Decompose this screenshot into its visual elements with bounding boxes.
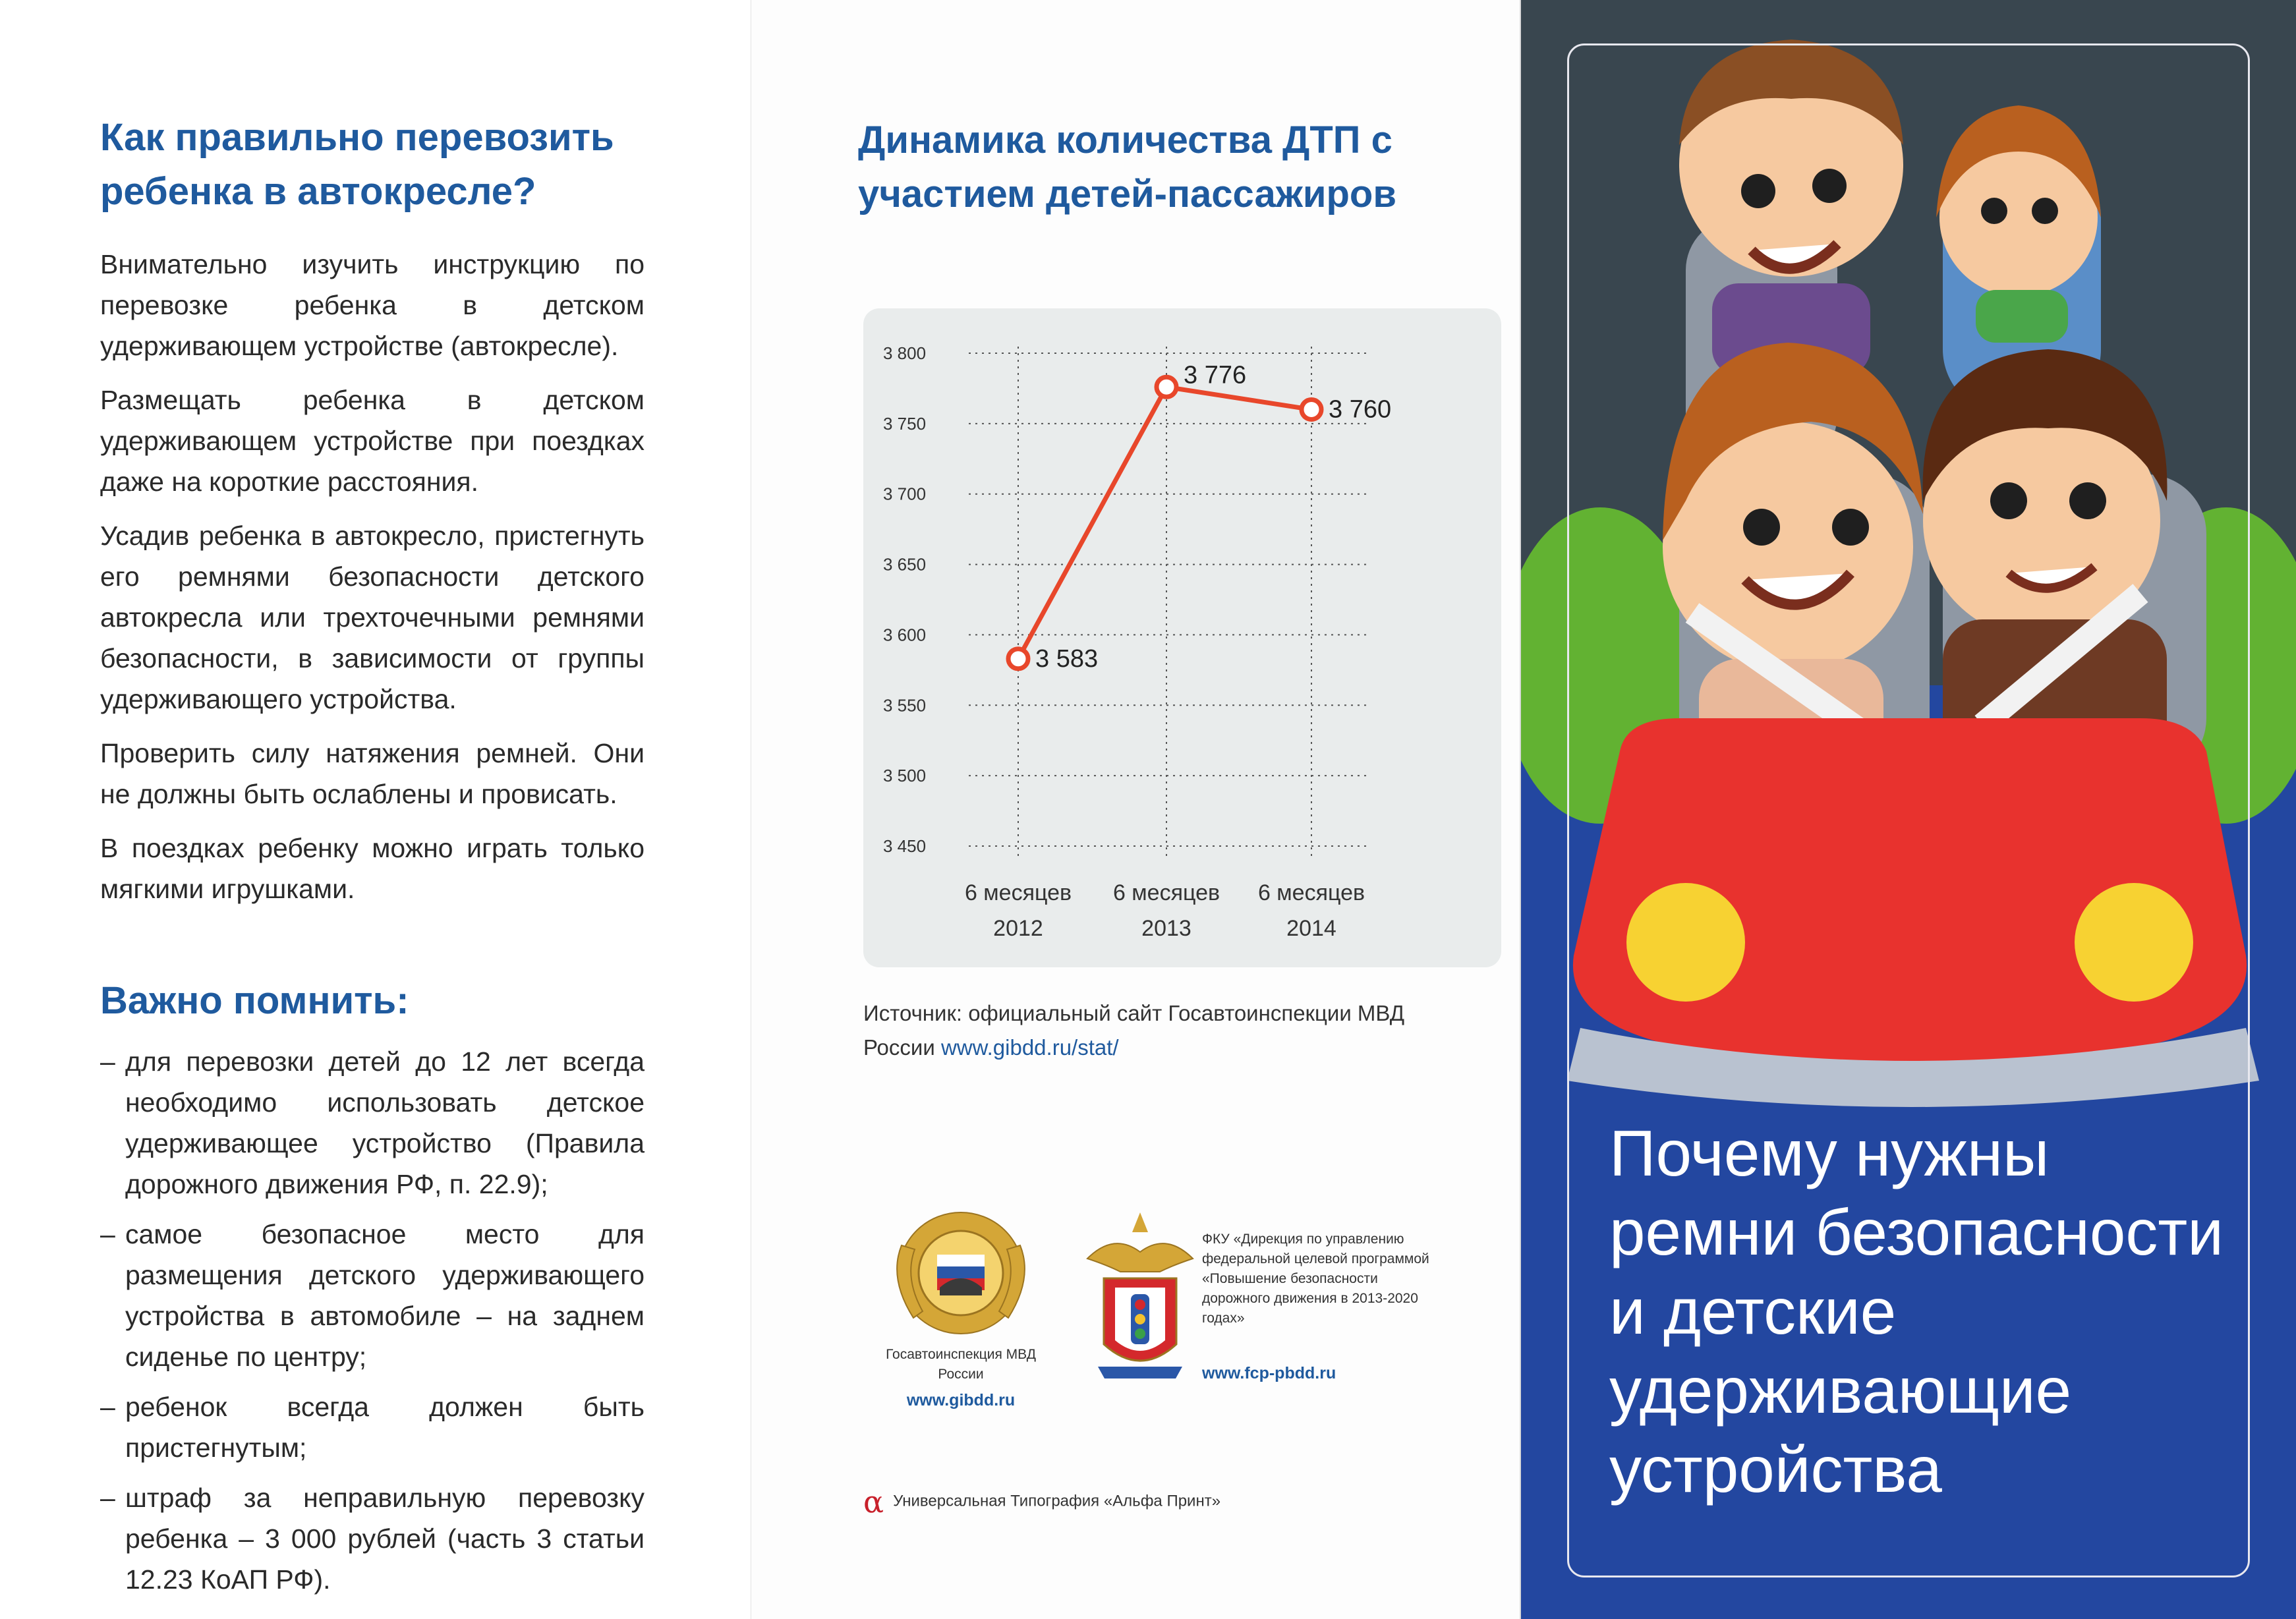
series-line (1018, 387, 1311, 658)
cover-title: Почему нужны ремни безопасности и детские удерживающие устройства (1609, 1117, 2224, 1506)
y-tick-label: 3 800 (883, 343, 927, 363)
fcp-link[interactable]: www.fcp-pbdd.ru (1202, 1364, 1336, 1382)
source-link[interactable]: www.gibdd.ru/stat/ (940, 1035, 1119, 1060)
data-point (1157, 377, 1176, 397)
y-tick-label: 3 600 (883, 625, 927, 645)
y-tick-label: 3 750 (883, 413, 927, 434)
list-item-text: штраф за неправильную перевозку ребенка – 3 000 рублей (часть 3 статьи 12.23 КоАП РФ). (125, 1483, 645, 1595)
paragraph: Проверить силу натяжения ремней. Они не должны быть ослаблены и провисать. (100, 738, 645, 809)
source-text: Источник: официальный сайт Госавтоинспекции МВД России (863, 1001, 1405, 1060)
list-item (100, 1214, 645, 1377)
dash-marker: – (100, 1483, 115, 1513)
list-item (100, 1041, 645, 1205)
list-item (100, 1386, 645, 1468)
paragraph: Размещать ребенка в детском удерживающем устройстве при поездках даже на короткие расстояния. (100, 385, 645, 497)
panel-left (0, 0, 751, 1619)
paragraph: Внимательно изучить инструкцию по перевозке ребенка в детском удерживающем устройстве (автокресле). (100, 249, 645, 361)
gibdd-emblem-block (862, 1206, 1060, 1410)
line-chart (863, 308, 1501, 967)
data-label: 3 776 (1184, 361, 1247, 389)
section-title-remember: Важно помнить: (100, 979, 409, 1022)
emblem-caption: Госавтоинспекция МВД России (886, 1347, 1036, 1382)
dash-marker: – (100, 1219, 115, 1249)
x-tick-label: 6 месяцев (964, 880, 1072, 905)
section-title-transport: Как правильно перевозить ребенка в автокресле? (100, 116, 614, 213)
dash-marker: – (100, 1392, 115, 1422)
y-tick-label: 3 450 (883, 836, 927, 856)
chart-box (863, 308, 1501, 967)
printer-name: Универсальная Типография «Альфа Принт» (893, 1492, 1221, 1510)
y-tick-label: 3 650 (883, 554, 927, 575)
data-point (1008, 649, 1028, 669)
gibdd-link[interactable]: www.gibdd.ru (906, 1391, 1016, 1409)
x-tick-label: 2012 (993, 916, 1043, 941)
list-item-text: для перевозки детей до 12 лет всегда необходимо использовать детское удерживающее устройство (Правила дорожного движения РФ, п. 22.9); (125, 1046, 645, 1199)
remember-list (100, 1041, 645, 1609)
list-item-text: самое безопасное место для размещения детского удерживающего устройства в автомобиле – на заднем сиденье по центру; (125, 1219, 645, 1372)
fcp-caption: ФКУ «Дирекция по управлению федеральной целевой программой «Повышение безопасности дорожного движения в 2013-2020 годах» (1202, 1232, 1429, 1326)
y-tick-label: 3 700 (883, 484, 927, 504)
panel-middle (751, 0, 1521, 1619)
instructions-body (100, 244, 645, 923)
gibdd-emblem-icon (862, 1206, 1060, 1338)
paragraph: В поездках ребенку можно играть только мягкими игрушками. (100, 833, 645, 904)
printer-credit (863, 1484, 1220, 1520)
x-tick-label: 6 месяцев (1257, 880, 1365, 905)
list-item (100, 1477, 645, 1600)
panel-cover (1521, 0, 2296, 1619)
x-tick-label: 2013 (1141, 916, 1191, 941)
data-label: 3 760 (1329, 395, 1392, 424)
data-point (1302, 399, 1321, 419)
list-item-text: ребенок всегда должен быть пристегнутым; (125, 1392, 645, 1463)
fcp-emblem-icon (1074, 1206, 1206, 1397)
chart-source (863, 996, 1456, 1065)
y-tick-label: 3 550 (883, 695, 927, 716)
dash-marker: – (100, 1046, 115, 1077)
x-tick-label: 2014 (1286, 916, 1336, 941)
y-tick-label: 3 500 (883, 766, 927, 786)
data-label: 3 583 (1035, 644, 1099, 673)
paragraph: Усадив ребенка в автокресло, пристегнуть его ремнями безопасности детского автокресла или трехточечными ремнями безопасности, в зависимости от группы удерживающего устройства. (100, 521, 645, 714)
chart-title: Динамика количества ДТП с участием детей-пассажиров (858, 119, 1397, 215)
alpha-print-logo-icon: α (863, 1484, 884, 1520)
x-tick-label: 6 месяцев (1112, 880, 1220, 905)
